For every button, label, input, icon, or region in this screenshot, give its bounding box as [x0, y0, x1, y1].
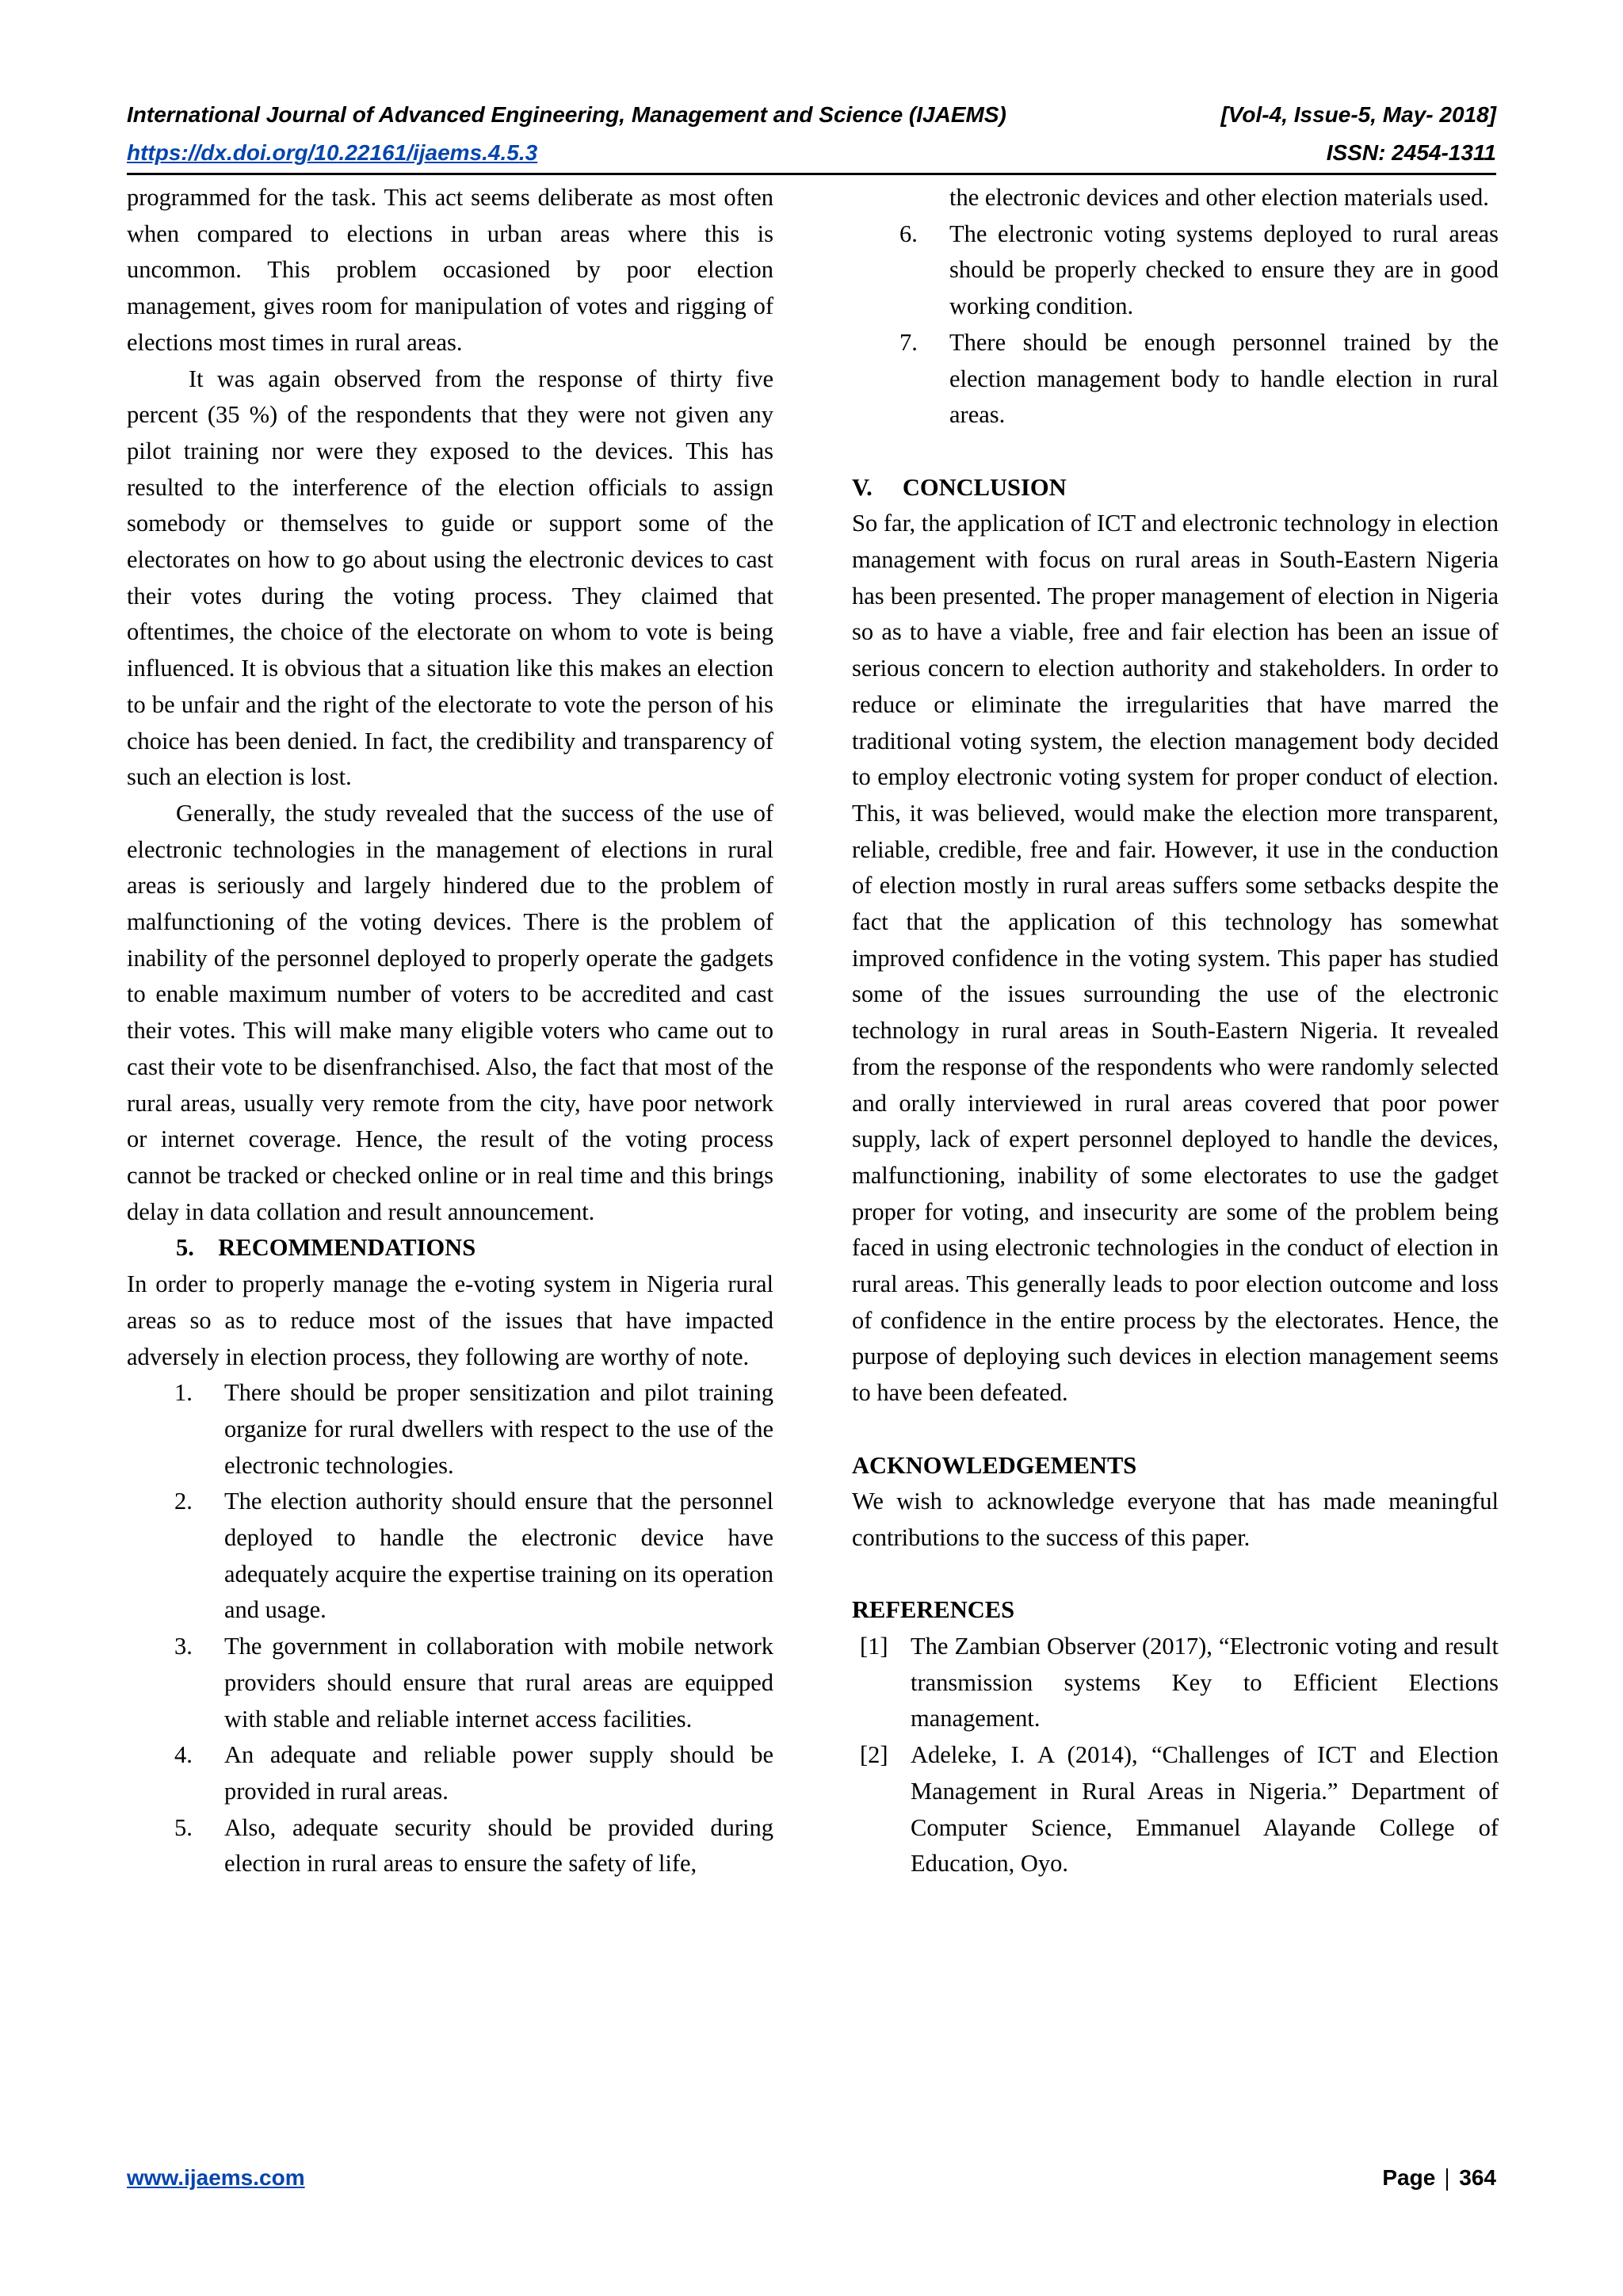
list-text: There should be enough personnel trained by the election management body to handle election in rural areas. — [949, 328, 1499, 429]
recommendation-list-continued — [852, 216, 1499, 434]
page-number: 364 — [1459, 2165, 1496, 2190]
section-heading-recommendations — [127, 1230, 773, 1266]
paragraph: We wish to acknowledge everyone that has made meaningful contributions to the success of this paper. — [852, 1488, 1499, 1551]
list-number: 3. — [174, 1633, 193, 1660]
list-number: 1. — [174, 1379, 193, 1407]
list-text: The election authority should ensure that the personnel deployed to handle the electronic device have adequately acquire the expertise training on its operation and usage. — [224, 1488, 773, 1624]
paragraph: It was again observed from the response of thirty five percent (35 %) of the respondents that they were not given any pilot training nor were they exposed to the devices. This has resulted to the interference of the election officials to assign somebody or themselves to guide or support some of the electorates on how to go about using the electronic devices to cast their votes during the voting process. They claimed that oftentimes, the choice of the electorate on whom to vote is being influenced. It is obvious that a situation like this makes an election to be unfair and the right of the electorate to vote the person of his choice has been denied. In fact, the credibility and transparency of such an election is lost. — [127, 365, 773, 791]
list-text: There should be proper sensitization and pilot training organize for rural dwellers with respect to the use of the electronic technologies. — [224, 1379, 773, 1479]
volume-info: [Vol-4, Issue-5, May- 2018] — [1220, 102, 1496, 127]
list-number: 6. — [899, 220, 918, 247]
list-item — [127, 1629, 773, 1737]
section-title: RECOMMENDATIONS — [218, 1234, 476, 1262]
list-continuation: the electronic devices and other election materials used. — [949, 184, 1489, 211]
paragraph: So far, the application of ICT and electronic technology in election management with focus on rural areas in South-Eastern Nigeria has been presented. The proper management of election in Nigeria so as to have a viable, free and fair election has been an issue of serious concern to election authority and stakeholders. In order to reduce or eliminate the irregularities that have marred the traditional voting system, the election management body decided to employ electronic voting system for proper conduct of election. This, it was believed, would make the election more transparent, reliable, credible, free and fair. However, it use in the conduction of election mostly in rural areas suffers some setbacks despite the fact that the application of this technology has somewhat improved confidence in the voting system. This paper has studied some of the issues surrounding the use of the electronic technology in rural areas in South-Eastern Nigeria. It revealed from the response of the respondents who were randomly selected and orally interviewed in rural areas covered that poor power supply, lack of expert personnel deployed to handle the devices, malfunctioning, inability of some electorates to use the gadget proper for voting, and insecurity are some of the problem being faced in using electronic technologies in the conduct of election in rural areas. This generally leads to poor election outcome and loss of confidence in the entire process by the electorates. Hence, the purpose of deploying such devices in election management seems to have been defeated. — [852, 510, 1499, 1407]
section-number: 5. — [176, 1234, 194, 1262]
section-heading-conclusion: V. CONCLUSION — [852, 473, 1067, 501]
reference-item — [852, 1629, 1499, 1737]
recommendation-list — [127, 1375, 773, 1882]
reference-number: [1] — [860, 1633, 888, 1660]
divider — [1446, 2168, 1448, 2191]
list-number: 7. — [899, 328, 918, 356]
list-item — [127, 1810, 773, 1882]
reference-text: The Zambian Observer (2017), “Electronic voting and result transmission systems Key to Efficient Elections management. — [911, 1633, 1499, 1733]
reference-text: Adeleke, I. A (2014), “Challenges of ICT and Election Management in Rural Areas in Nigeria.” Department of Computer Science, Emmanuel Alayande College of Education, Oyo. — [911, 1741, 1499, 1878]
list-number: 4. — [174, 1741, 193, 1769]
list-text: The government in collaboration with mobile network providers should ensure that rural areas are equipped with stable and reliable internet access facilities. — [224, 1633, 773, 1733]
list-number: 5. — [174, 1813, 193, 1841]
reference-item — [852, 1737, 1499, 1882]
page-footer — [127, 2164, 1496, 2192]
header-rule — [127, 173, 1496, 175]
page-indicator — [1382, 2164, 1496, 2192]
list-number: 2. — [174, 1488, 193, 1515]
running-subheader — [127, 138, 1496, 168]
spacer — [852, 1412, 1499, 1448]
website-link[interactable]: www.ijaems.com — [127, 2165, 305, 2190]
left-column — [127, 180, 773, 1882]
list-text: An adequate and reliable power supply should be provided in rural areas. — [224, 1741, 773, 1805]
list-text: The electronic voting systems deployed to rural areas should be properly checked to ensure they are in good working condition. — [949, 220, 1499, 320]
list-item — [127, 1375, 773, 1484]
list-item — [852, 325, 1499, 434]
list-text: Also, adequate security should be provided during election in rural areas to ensure the safety of life, — [224, 1813, 773, 1878]
paragraph: Generally, the study revealed that the success of the use of electronic technologies in the management of elections in rural areas is seriously and largely hindered due to the problem of malfunctioning of the voting devices. There is the problem of inability of the personnel deployed to properly operate the gadgets to enable maximum number of voters to be accredited and cast their votes. This will make many eligible voters who came out to cast their vote to be disenfranchised. Also, the fact that most of the rural areas, usually very remote from the city, have poor network or internet coverage. Hence, the result of the voting process cannot be tracked or checked online or in real time and this brings delay in data collation and result announcement. — [127, 799, 773, 1225]
page-label: Page — [1382, 2165, 1436, 2190]
paragraph: programmed for the task. This act seems deliberate as most often when compared to elections in urban areas where this is uncommon. This problem occasioned by poor election management, gives room for manipulation of votes and rigging of elections most times in rural areas. — [127, 184, 773, 356]
paragraph: In order to properly manage the e-voting system in Nigeria rural areas so as to reduce most of the issues that have impacted adversely in election process, they following are worthy of note. — [127, 1270, 773, 1370]
reference-number: [2] — [860, 1741, 888, 1769]
list-item — [127, 1484, 773, 1629]
list-item — [852, 216, 1499, 325]
running-header — [127, 100, 1496, 130]
section-heading-acknowledgements: ACKNOWLEDGEMENTS — [852, 1451, 1137, 1479]
doi-link[interactable]: https://dx.doi.org/10.22161/ijaems.4.5.3 — [127, 140, 538, 165]
list-item — [127, 1737, 773, 1809]
issn: ISSN: 2454-1311 — [1326, 140, 1496, 165]
reference-list — [852, 1629, 1499, 1882]
spacer — [852, 434, 1499, 470]
journal-title: International Journal of Advanced Engineering, Management and Science (IJAEMS) — [127, 102, 1006, 127]
section-heading-references: REFERENCES — [852, 1596, 1015, 1624]
spacer — [852, 1557, 1499, 1593]
right-column — [852, 180, 1499, 1882]
